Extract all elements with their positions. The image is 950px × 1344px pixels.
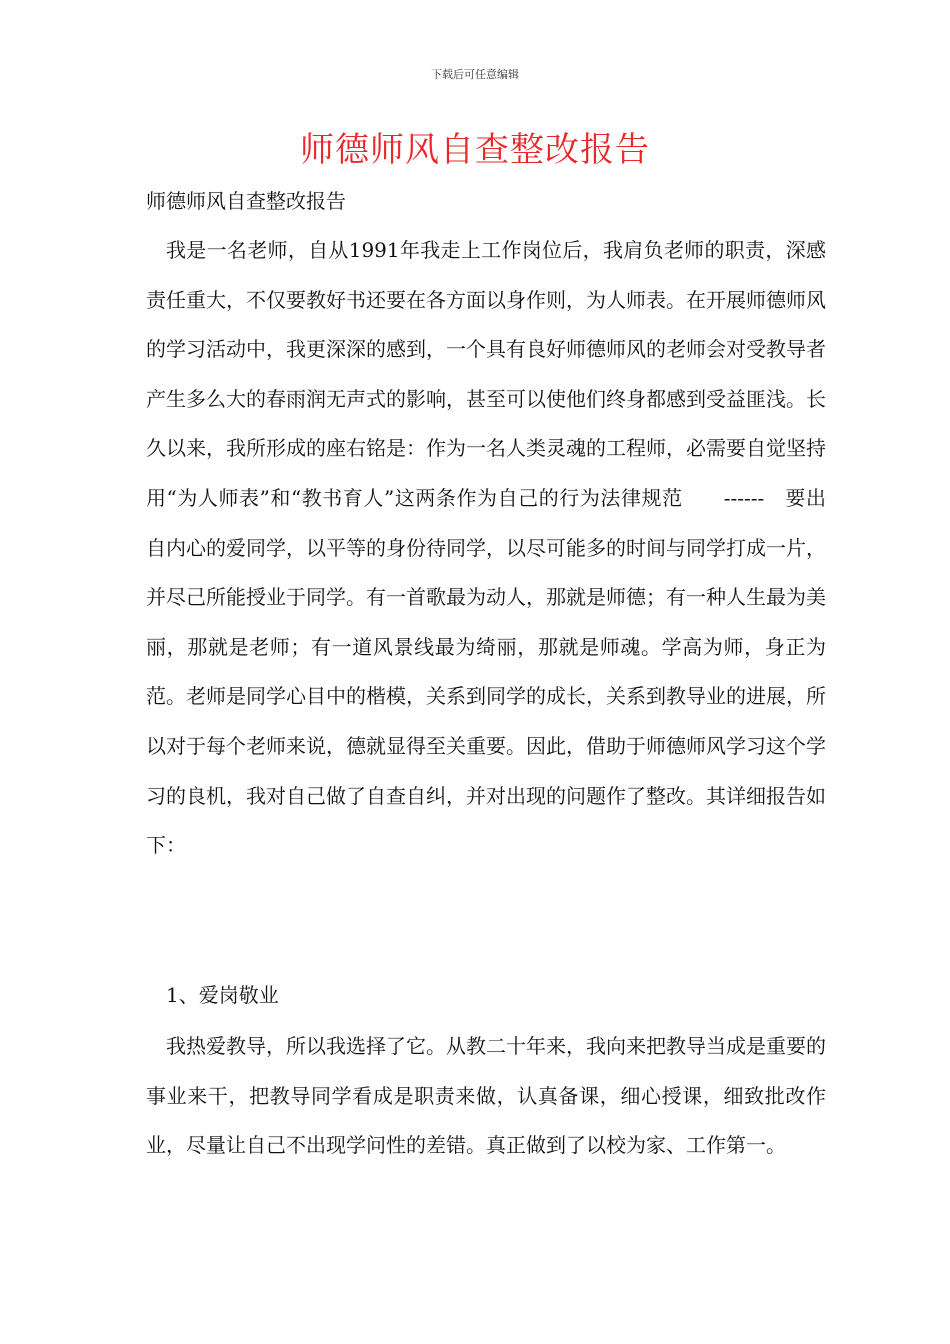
header-note: 下载后可任意编辑 (431, 68, 519, 81)
paragraph-intro: 我是一名老师，自从1991年我走上工作岗位后，我肩负老师的职责，深感责任重大，不仅要教好书还要在各方面以身作则，为人师表。在开展师德师风的学习活动中，我更深深的感到，一个具有良好师德师风的老师会对受教导者产生多么大的春雨润无声式的影响，甚至可以使他们终身都感到受益匪浅。长久以来，我所形成的座右铭是：作为一名人类灵魂的工程师，必需要自觉坚持用“为人师表”和“教书育人”这两条作为自己的行为法律规范 ------ 要出自内心的爱同学，以平等的身份待同学，以尽可能多的时间与同学打成一片，并尽己所能授业于同学。有一首歌最为动人，那就是师德；有一种人生最为美丽，那就是老师；有一道风景线最为绮丽，那就是师魂。学高为师，身正为范。老师是同学心目中的楷模，关系到同学的成长，关系到教导业的进展，所以对于每个老师来说，德就显得至关重要。因此，借助于师德师风学习这个学习的良机，我对自己做了自查自纠，并对出现的问题作了整改。其详细报告如下： (146, 238, 826, 858)
paragraph-dedication: 我热爱教导，所以我选择了它。从教二十年来，我向来把教导当成是重要的事业来干，把教导同学看成是职责来做，认真备课，细心授课，细致批改作业，尽量让自己不出现学问性的差错。真正做到了以校为家、工作第一。 (146, 1034, 826, 1158)
document-subtitle: 师德师风自查整改报告 (146, 189, 346, 213)
section-heading-dedication: 1、爱岗敬业 (166, 983, 279, 1007)
document-title: 师德师风自查整改报告 (300, 130, 650, 170)
